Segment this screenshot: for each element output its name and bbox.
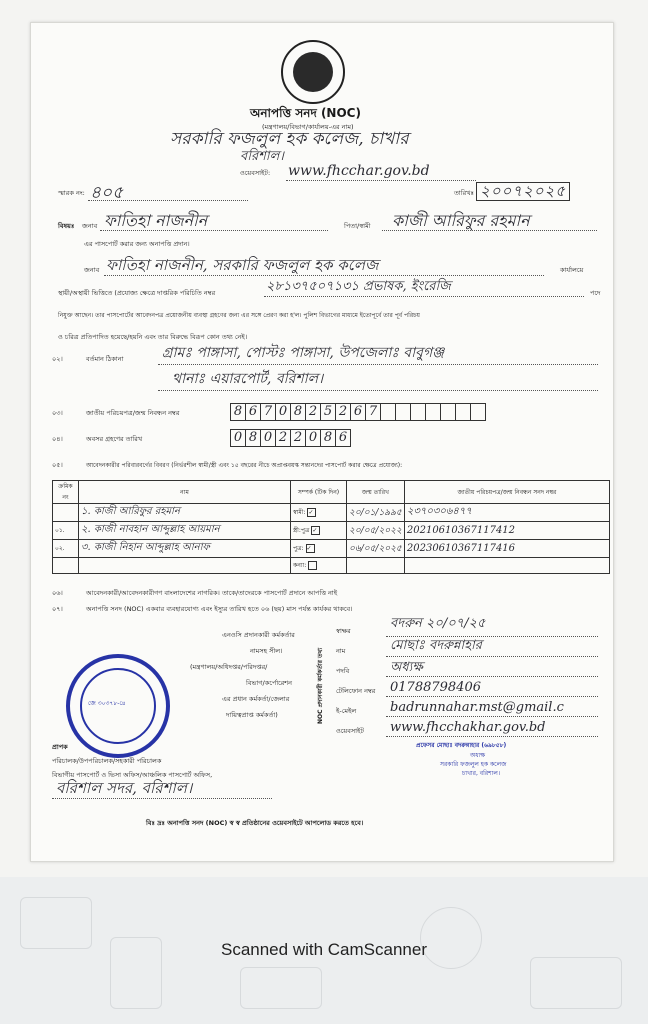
issuer-phone: 01788798406: [390, 680, 481, 695]
addr-underline1: [158, 364, 598, 365]
serial-cell: [53, 558, 79, 574]
website-value: www.fhcchar.gov.bd: [288, 163, 430, 179]
addr-underline2: [158, 390, 598, 391]
note7-text: অনাপত্তি সনদ (NOC) একবার ব্যবহারযোগ্য এবং ইস্যুর তারিখ হতে ০৬ (ছয়) মাস পর্যন্ত কার্যকর থাকবে।: [86, 605, 353, 613]
retire-no: ০৪।: [52, 435, 63, 443]
table-row: [53, 540, 610, 558]
issuer-signature: বদরুন ২০/০৭/২৫: [390, 616, 486, 631]
issuer-designation: অধ্যক্ষ: [390, 660, 423, 675]
id-cell: 20210610367117412: [404, 522, 609, 540]
checkbox-checked-icon: ✓: [306, 544, 315, 553]
relation-cell: [291, 540, 347, 558]
nid-empty-box: [470, 403, 486, 421]
issuer-underline: [386, 656, 598, 657]
nid-empty-box: [425, 403, 441, 421]
office-name-line1: সরকারি ফজলুল হক কলেজ, চাখার: [170, 129, 409, 149]
retire-digit: 6: [335, 429, 351, 447]
doodle-card-icon: [240, 967, 322, 1009]
nid-digit: 2: [335, 403, 351, 421]
note6-no: ০৬।: [52, 589, 63, 597]
recipient-underline: [52, 798, 272, 799]
checkbox-checked-icon: ✓: [307, 508, 316, 517]
issuer-label: ওয়েবসাইট: [336, 727, 364, 735]
blue-stamp-line3: সরকারি ফজলুল হক কলেজ: [440, 761, 507, 768]
family-table: [52, 480, 610, 574]
nid-no: ০৩।: [52, 409, 63, 417]
office-round-seal-icon: [66, 654, 170, 758]
dob-cell: ২০/০৫/২০২২: [347, 522, 405, 540]
issuer-underline: [386, 636, 598, 637]
family-label: আবেদনকারীর পরিবারবর্গের বিবরণ (নির্ভরশীল স্বামী/স্ত্রী এবং ১৫ বছরের নীচে অপ্রাপ্তবয়স্ক সন্তানদের পাসপোর্ট করার ক্ষেত্রে প্রযোজ্য):: [86, 462, 403, 469]
id-cell: ২৩৭০৩০৬৪৭৭: [404, 504, 609, 522]
subject-name: ফাতিহা নাজনীন: [104, 211, 208, 230]
issuer-left-line: (মন্ত্রণালয়/অধিদপ্তর/পরিদপ্তর/: [190, 663, 268, 671]
blue-stamp-line4: চাখার, বরিশাল।: [462, 770, 501, 777]
nid-label: জাতীয় পরিচয়পত্র/জন্ম নিবন্ধন নম্বর: [86, 409, 180, 417]
subject-prefix: জনাব: [82, 222, 98, 230]
nid-empty-box: [380, 403, 396, 421]
government-seal-icon: [281, 40, 345, 104]
dob-cell: ২০/০১/১৯৯৫: [347, 504, 405, 522]
retire-boxes: [230, 429, 350, 447]
date-label: তারিখঃ: [454, 189, 474, 197]
name-cell: ১. কাজী আরিফুর রহমান: [79, 504, 291, 522]
father-value: কাজী আরিফুর রহমান: [392, 211, 530, 230]
document-subtitle: (মন্ত্রণালয়/বিভাগ/কার্যালয়-এর নাম): [262, 123, 354, 131]
body-line4: ও চরিত্র প্রতিপাদিত হয়েছে/হয়নি এবং তার বিরুদ্ধে বিরূপ কোন তথ্য নেই।: [58, 333, 248, 341]
issuer-vertical-label: NOC প্রদানকারী কর্মকর্তার তথ্য: [317, 647, 324, 724]
table-header: জন্ম তারিখ: [347, 481, 405, 504]
retire-digit: 0: [260, 429, 276, 447]
issuer-left-line: নামসহ সীল।: [250, 647, 283, 655]
retire-label: অবসর গ্রহণের তারিখ: [86, 435, 143, 443]
doodle-folder-icon: [530, 957, 622, 1009]
issuer-underline: [386, 696, 598, 697]
date-value: ২০০৭২০২৫: [476, 182, 570, 201]
retire-digit: 0: [230, 429, 246, 447]
family-no: ০৫।: [52, 461, 63, 469]
relation-cell: [291, 558, 347, 574]
nid-digit: 7: [260, 403, 276, 421]
nid-digit: 6: [245, 403, 261, 421]
serial-cell: [53, 504, 79, 522]
issuer-label: পদবি: [336, 667, 350, 675]
id-cell: 20230610367117416: [404, 540, 609, 558]
table-row: [53, 558, 610, 574]
body-line2-underline: [264, 296, 584, 297]
ref-underline: [88, 200, 248, 201]
blue-stamp-line1: প্রফেসর মোছাঃ বদরুন্নাহার (৬৯৮৫৮): [416, 742, 507, 749]
body-line2-end: পদে: [590, 289, 601, 297]
retire-digit: 2: [290, 429, 306, 447]
document-title: অনাপত্তি সনদ (NOC): [250, 106, 361, 120]
nid-digit: 2: [305, 403, 321, 421]
dob-cell: ০৬/০৫/২০২৫: [347, 540, 405, 558]
recipient-line2: বিভাগীয় পাসপোর্ট ও ভিসা অফিস/আঞ্চলিক পাসপোর্ট অফিস,: [52, 771, 213, 779]
issuer-label: নাম: [336, 647, 346, 655]
relation-label: কন্যা:: [293, 562, 307, 569]
website-underline: [286, 180, 476, 181]
subject-name-underline: [100, 230, 328, 231]
body-name-underline: [104, 275, 544, 276]
father-underline: [382, 230, 597, 231]
table-header: সম্পর্ক (টিক দিন): [291, 481, 347, 504]
body-tail1: কার্যালয়ে: [560, 266, 584, 274]
table-row: [53, 504, 610, 522]
nid-boxes: [230, 403, 485, 421]
issuer-left-line: এর প্রধান কর্মকর্তা/জেলার: [222, 695, 290, 703]
name-cell: [79, 558, 291, 574]
serial-cell: ০১.: [53, 522, 79, 540]
nid-digit: 5: [320, 403, 336, 421]
dob-cell: [347, 558, 405, 574]
issuer-left-line: বিভাগ/কর্পোরেশন: [246, 679, 293, 687]
table-row: [53, 522, 610, 540]
nid-digit: 8: [230, 403, 246, 421]
subject-tail: এর পাসপোর্ট করার জন্য অনাপত্তি প্রদান।: [84, 240, 190, 248]
table-header: জাতীয় পরিচয়পত্র/জন্ম নিবন্ধন সনদ নম্বর: [404, 481, 609, 504]
retire-digit: 0: [305, 429, 321, 447]
addr-line2: থানাঃ এয়ারপোর্ট, বরিশাল।: [172, 371, 324, 387]
blue-stamp-line2: অধ্যক্ষ: [470, 752, 486, 759]
table-header: নাম: [79, 481, 291, 504]
issuer-underline: [386, 716, 598, 717]
relation-label: স্ত্রী:পুত্র: [293, 527, 310, 534]
issuer-underline: [386, 676, 598, 677]
body-prefix: জনাব: [84, 266, 100, 274]
nid-empty-box: [455, 403, 471, 421]
issuer-label: ই-মেইল: [336, 707, 357, 715]
retire-digit: 2: [275, 429, 291, 447]
office-name-line2: বরিশাল।: [240, 149, 284, 164]
relation-cell: [291, 504, 347, 522]
recipient-handwritten: বরিশাল সদর, বরিশাল।: [56, 779, 193, 797]
seal-text: জে ৩০৩৭৮-৪ে: [88, 700, 126, 707]
relation-label: স্বামী:: [293, 509, 306, 516]
body-line2-value: ২৮১৩৭৫০৭১৩১ প্রভাষক, ইংরেজি: [266, 279, 451, 294]
website-label: ওয়েবসাইট:: [240, 169, 271, 177]
nid-digit: 7: [365, 403, 381, 421]
recipient-line1: পরিচালক/উপপরিচালক/সহকারী পরিচালক: [52, 757, 162, 765]
addr-line1: গ্রামঃ পাঙ্গাসা, পোস্টঃ পাঙ্গাসা, উপজেলাঃ বাবুগঞ্জ: [162, 345, 445, 361]
note6-text: আবেদনকারী/আবেদনকারীগণ বাংলাদেশের নাগরিক। তাকে/তাদেরকে পাসপোর্ট প্রদানে আপত্তি নাই: [86, 589, 338, 597]
note7-no: ০৭।: [52, 605, 63, 613]
retire-digit: 8: [320, 429, 336, 447]
issuer-left-line: এনওসি প্রদানকারী কর্মকর্তার: [222, 631, 295, 639]
issuer-underline: [386, 736, 598, 737]
table-header-row: [53, 481, 610, 504]
nid-empty-box: [410, 403, 426, 421]
body-line2-start: স্থায়ী/অস্থায়ী ভিত্তিতে (প্রযোজ্য ক্ষেত্রে দাপ্তরিক পরিচিতি নম্বর: [58, 289, 216, 297]
body-line3: নিযুক্ত আছেন। তার পাসপোর্টের আবেদনপত্র প্রয়োজনীয় ব্যবস্থা গ্রহণের জন্য এর সঙ্গে প্রেরণ করা হ'ল। পুলিশ বিভাগের মাধ্যমে ইতোপূর্বে তার পূর্ব পরিচয়: [58, 312, 420, 319]
nid-digit: 6: [350, 403, 366, 421]
issuer-label: টেলিফোন নম্বর: [336, 687, 376, 695]
nid-empty-box: [440, 403, 456, 421]
subject-label: বিষয়ঃ: [58, 222, 75, 230]
retire-digit: 8: [245, 429, 261, 447]
issuer-email: badrunnahar.mst@gmail.c: [390, 700, 564, 715]
relation-label: পুত্র:: [293, 545, 304, 552]
issuer-left-line: দায়িত্বপ্রাপ্ত কর্মকর্তা): [226, 711, 278, 719]
ref-label: স্মারক নং:: [58, 189, 85, 197]
nid-digit: 8: [290, 403, 306, 421]
issuer-website: www.fhcchakhar.gov.bd: [390, 720, 546, 735]
body-name-office: ফাতিহা নাজনীন, সরকারি ফজলুল হক কলেজ: [106, 256, 379, 274]
checkbox-checked-icon: ✓: [311, 526, 320, 535]
nid-empty-box: [395, 403, 411, 421]
ref-value: ৪০৫: [90, 183, 124, 203]
recipient-label: প্রাপক: [52, 743, 68, 751]
addr-label: বর্তমান ঠিকানা: [86, 355, 124, 363]
issuer-name: মোছাঃ বদরুন্নাহার: [390, 638, 482, 653]
footer-note: বিঃ দ্রঃ অনাপত্তি সনদ (NOC) স্ব স্ব প্রতিষ্ঠানের ওয়েবসাইটে আপলোড করতে হবে।: [146, 819, 364, 827]
addr-no: ০২।: [52, 355, 63, 363]
table-header: ক্রমিক নং: [53, 481, 79, 504]
name-cell: ২. কাজী নাবহান আব্দুল্লাহ আয়মান: [79, 522, 291, 540]
id-cell: [404, 558, 609, 574]
checkbox-empty-icon: [308, 561, 317, 570]
camscanner-watermark: Scanned with CamScanner: [220, 940, 427, 959]
relation-cell: [291, 522, 347, 540]
serial-cell: ০২.: [53, 540, 79, 558]
nid-digit: 0: [275, 403, 291, 421]
name-cell: ৩. কাজী নিহান আব্দুল্লাহ আনাফ: [79, 540, 291, 558]
issuer-label: স্বাক্ষর: [336, 627, 351, 635]
father-label: পিতা/স্বামী: [344, 222, 371, 230]
